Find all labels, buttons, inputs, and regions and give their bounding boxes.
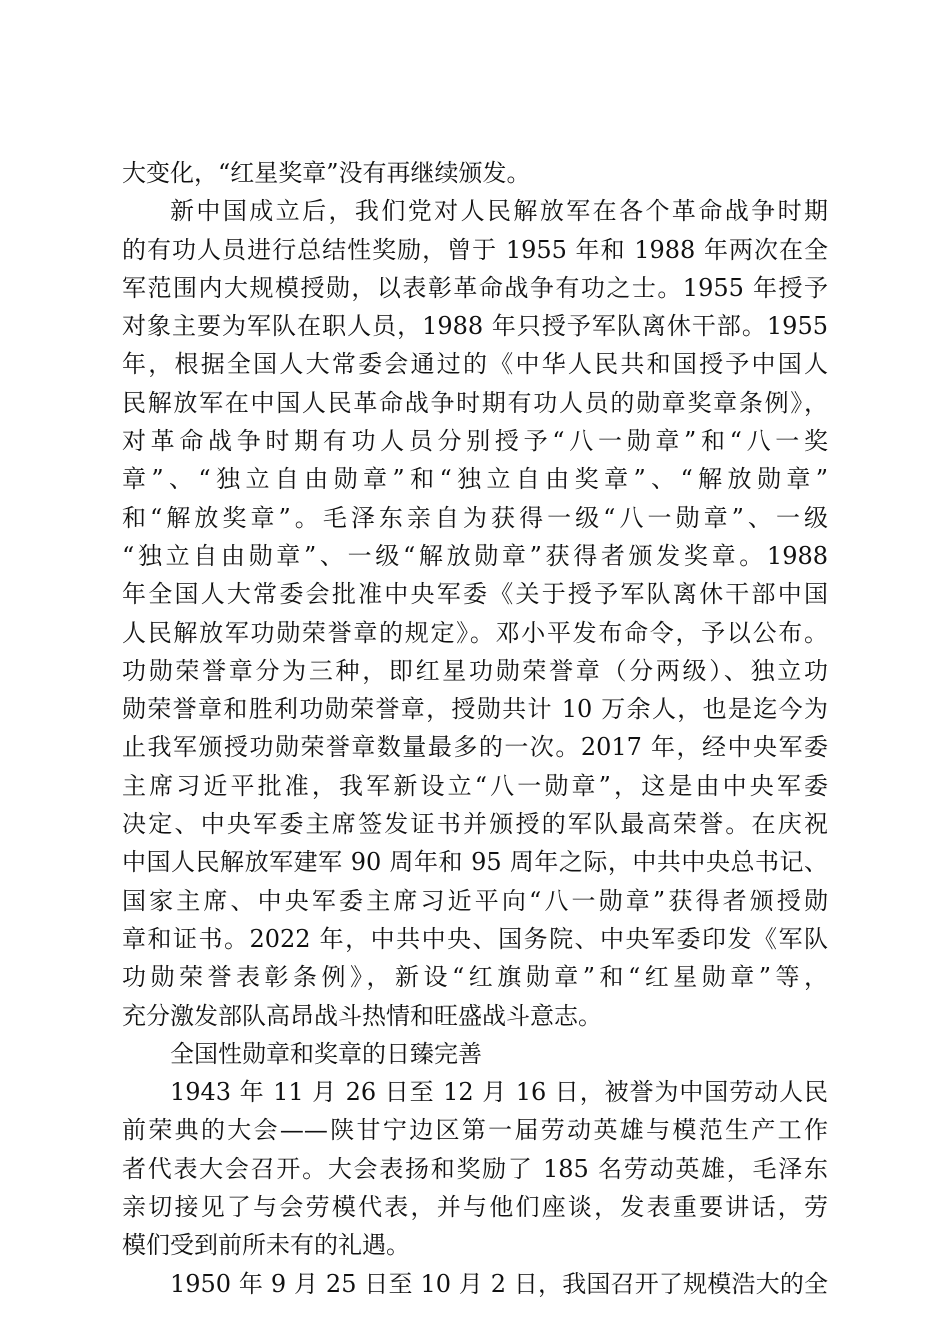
text-line: 功勋荣誉章分为三种，即红星功勋荣誉章（分两级）、独立功 <box>122 656 828 685</box>
text-line: 勋荣誉章和胜利功勋荣誉章，授勋共计 10 万余人，也是迄今为 <box>122 695 828 724</box>
text-line: 决定、中央军委主席签发证书并颁授的军队最高荣誉。在庆祝 <box>122 810 828 839</box>
text-line: 者代表大会召开。大会表扬和奖励了 185 名劳动英雄，毛泽东 <box>122 1154 828 1183</box>
text-line: 前荣典的大会——陕甘宁边区第一届劳动英雄与模范生产工作 <box>122 1116 828 1145</box>
text-line: 民解放军在中国人民革命战争时期有功人员的勋章奖章条例》， <box>122 388 828 417</box>
text-line: 模们受到前所未有的礼遇。 <box>122 1231 410 1260</box>
text-line: 新中国成立后，我们党对人民解放军在各个革命战争时期 <box>170 197 828 226</box>
text-line: 人民解放军功勋荣誉章的规定》。邓小平发布命令，予以公布。 <box>122 618 828 647</box>
text-line: 1943 年 11 月 26 日至 12 月 16 日，被誉为中国劳动人民 <box>170 1078 828 1107</box>
text-line: 大变化，“红星奖章”没有再继续颁发。 <box>122 159 531 187</box>
text-line: 1950 年 9 月 25 日至 10 月 2 日，我国召开了规模浩大的全 <box>170 1269 828 1298</box>
text-line: 对革命战争时期有功人员分别授予“八一勋章”和“八一奖 <box>122 427 828 456</box>
text-line: 章和证书。2022 年，中共中央、国务院、中央军委印发《军队 <box>122 924 828 953</box>
text-line: 的有功人员进行总结性奖励，曾于 1955 年和 1988 年两次在全 <box>122 235 828 264</box>
text-line: 年全国人大常委会批准中央军委《关于授予军队离休干部中国 <box>122 580 828 609</box>
text-line: 章”、“独立自由勋章”和“独立自由奖章”、“解放勋章” <box>122 465 828 494</box>
text-line: 和“解放奖章”。毛泽东亲自为获得一级“八一勋章”、一级 <box>122 503 828 532</box>
body-text <box>122 154 828 1303</box>
text-line: 军范围内大规模授勋，以表彰革命战争有功之士。1955 年授予 <box>122 273 828 302</box>
text-line: 止我军颁授功勋荣誉章数量最多的一次。2017 年，经中央军委 <box>122 733 828 762</box>
text-line: 中国人民解放军建军 90 周年和 95 周年之际，中共中央总书记、 <box>122 848 828 877</box>
text-line: 充分激发部队高昂战斗热情和旺盛战斗意志。 <box>122 1001 602 1030</box>
text-line: 亲切接见了与会劳模代表，并与他们座谈，发表重要讲话，劳 <box>122 1193 828 1222</box>
text-line: 国家主席、中央军委主席习近平向“八一勋章”获得者颁授勋 <box>122 886 828 915</box>
text-line: 主席习近平批准，我军新设立“八一勋章”，这是由中央军委 <box>122 771 828 800</box>
text-line: 全国性勋章和奖章的日臻完善 <box>170 1039 482 1068</box>
text-line: 对象主要为军队在职人员，1988 年只授予军队离休干部。1955 <box>122 312 828 341</box>
text-line: 年，根据全国人大常委会通过的《中华人民共和国授予中国人 <box>122 350 828 379</box>
text-line: 功勋荣誉表彰条例》，新设“红旗勋章”和“红星勋章”等， <box>122 963 828 992</box>
text-line: “独立自由勋章”、一级“解放勋章”获得者颁发奖章。1988 <box>122 541 828 570</box>
